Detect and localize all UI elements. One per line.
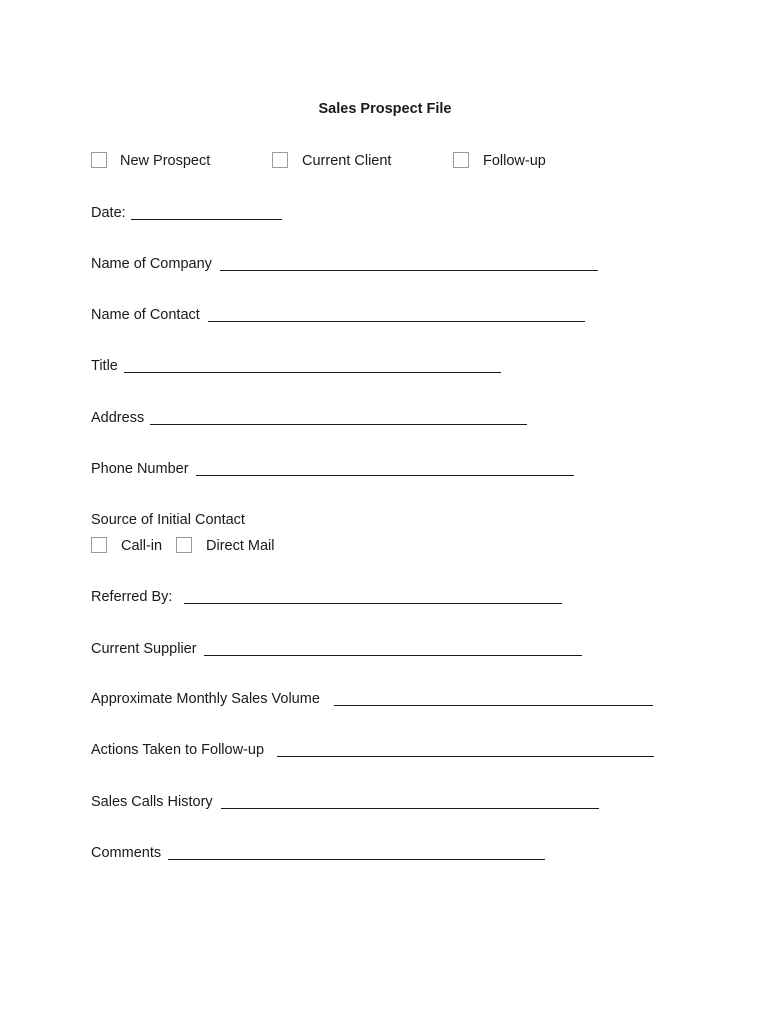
checkbox-call-in[interactable] [91,536,176,556]
field-current-supplier [91,639,197,659]
checkbox-new-prospect[interactable] [91,151,231,171]
field-label: Date: [91,205,126,221]
field-label: Name of Company [91,256,212,272]
monthly-sales-input-line[interactable] [334,705,653,706]
field-label: Referred By: [91,589,173,605]
field-label: Current Supplier [91,641,197,657]
field-label: Source of Initial Contact [91,512,245,528]
field-contact [91,305,200,325]
checkbox-label: Follow-up [483,153,546,169]
checkbox-direct-mail[interactable] [176,536,296,556]
document-title: Sales Prospect File [318,101,452,117]
date-input-line[interactable] [131,219,282,220]
checkbox-box[interactable] [272,152,288,168]
contact-input-line[interactable] [208,321,585,322]
field-label: Comments [91,845,162,861]
field-date [91,203,126,223]
field-source [91,510,245,530]
field-referred-by [91,587,172,607]
company-input-line[interactable] [220,270,598,271]
field-label: Approximate Monthly Sales Volume [91,691,320,707]
field-phone [91,459,189,479]
field-actions [91,740,264,760]
field-monthly-sales [91,689,320,709]
comments-input-line[interactable] [168,859,545,860]
field-company [91,254,212,274]
checkbox-label: New Prospect [120,153,211,169]
field-comments [91,843,161,863]
sales-calls-input-line[interactable] [221,808,599,809]
field-sales-calls [91,792,213,812]
checkbox-box[interactable] [453,152,469,168]
field-label: Name of Contact [91,307,200,323]
address-input-line[interactable] [150,424,527,425]
phone-input-line[interactable] [196,475,574,476]
actions-input-line[interactable] [277,756,654,757]
current-supplier-input-line[interactable] [204,655,582,656]
field-label: Address [91,410,145,426]
referred-by-input-line[interactable] [184,603,562,604]
field-label: Sales Calls History [91,794,213,810]
checkbox-box[interactable] [91,537,107,553]
checkbox-label: Direct Mail [206,538,275,554]
field-title [91,356,118,376]
field-label: Actions Taken to Follow-up [91,742,265,758]
field-address [91,408,144,428]
field-label: Phone Number [91,461,189,477]
field-label: Title [91,358,118,374]
checkbox-box[interactable] [176,537,192,553]
checkbox-label: Current Client [302,153,392,169]
checkbox-box[interactable] [91,152,107,168]
checkbox-current-client[interactable] [272,151,412,171]
checkbox-label: Call-in [121,538,163,554]
title-input-line[interactable] [124,372,501,373]
checkbox-follow-up[interactable] [453,151,573,171]
